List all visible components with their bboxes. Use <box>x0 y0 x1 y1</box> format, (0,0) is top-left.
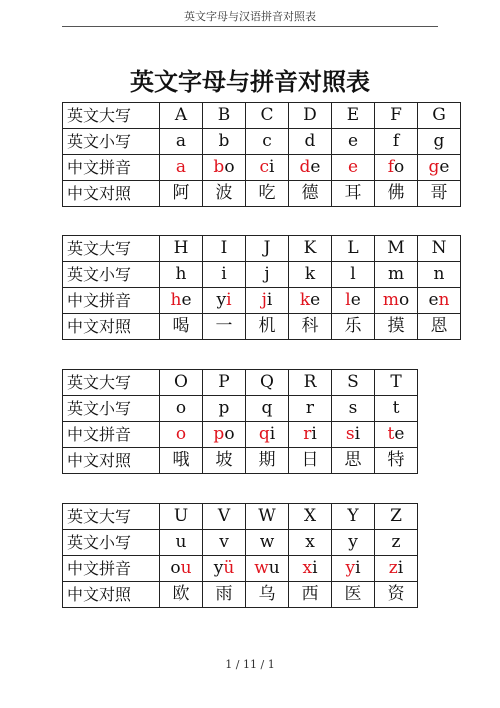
page-header: 英文字母与汉语拼音对照表 <box>184 10 316 23</box>
pinyin-highlight: e <box>347 157 359 177</box>
pinyin-highlight: t <box>387 424 395 444</box>
row-label: 中文对照 <box>63 181 160 207</box>
pinyin-cell <box>289 556 332 582</box>
uppercase-letter: Z <box>375 504 418 530</box>
uppercase-row <box>63 504 418 530</box>
chinese-character: 日 <box>289 448 332 474</box>
lowercase-letter: n <box>418 262 461 288</box>
row-label: 英文大写 <box>63 236 160 262</box>
pinyin-text: i <box>355 558 361 578</box>
uppercase-letter: B <box>203 103 246 129</box>
pinyin-highlight: c <box>259 157 270 177</box>
lowercase-letter: o <box>160 396 203 422</box>
pinyin-cell <box>375 288 418 314</box>
pinyin-highlight: o <box>175 424 187 444</box>
lowercase-letter: q <box>246 396 289 422</box>
pinyin-text: o <box>398 290 410 310</box>
row-label: 英文小写 <box>63 396 160 422</box>
row-label: 英文小写 <box>63 262 160 288</box>
pinyin-text: o <box>224 424 235 444</box>
chinese-character: 欧 <box>160 582 203 608</box>
row-label: 中文对照 <box>63 582 160 608</box>
uppercase-letter: Y <box>332 504 375 530</box>
row-label: 中文拼音 <box>63 422 160 448</box>
uppercase-letter: A <box>160 103 203 129</box>
uppercase-letter: N <box>418 236 461 262</box>
uppercase-letter: F <box>375 103 418 129</box>
pinyin-cell <box>246 288 289 314</box>
pinyin-highlight: g <box>428 157 440 177</box>
chinese-row <box>63 181 461 207</box>
lowercase-letter: u <box>160 530 203 556</box>
pinyin-text: o <box>394 157 405 177</box>
lowercase-letter: z <box>375 530 418 556</box>
row-label: 中文对照 <box>63 448 160 474</box>
header-divider <box>62 26 438 27</box>
uppercase-letter: V <box>203 504 246 530</box>
row-label: 英文大写 <box>63 103 160 129</box>
pinyin-text: e <box>310 157 321 177</box>
pinyin-cell <box>289 288 332 314</box>
pinyin-cell <box>332 422 375 448</box>
uppercase-letter: R <box>289 370 332 396</box>
lowercase-letter: m <box>375 262 418 288</box>
uppercase-letter: C <box>246 103 289 129</box>
pinyin-text: y <box>213 558 224 578</box>
uppercase-row <box>63 103 461 129</box>
chinese-character: 科 <box>289 314 332 340</box>
pinyin-highlight: w <box>254 558 269 578</box>
pinyin-text: i <box>311 424 317 444</box>
pinyin-highlight: a <box>175 157 187 177</box>
pinyin-cell <box>160 288 203 314</box>
pinyin-highlight: x <box>302 558 313 578</box>
pinyin-highlight: l <box>345 290 351 310</box>
pinyin-text: y <box>216 290 227 310</box>
uppercase-letter: U <box>160 504 203 530</box>
pinyin-text: e <box>394 424 405 444</box>
chinese-character: 摸 <box>375 314 418 340</box>
pinyin-text: i <box>269 424 276 444</box>
pinyin-cell <box>332 288 375 314</box>
alphabet-table-h-n <box>62 235 461 340</box>
chinese-character: 波 <box>203 181 246 207</box>
alphabet-table-o-t <box>62 369 418 474</box>
uppercase-letter: M <box>375 236 418 262</box>
lowercase-letter: y <box>332 530 375 556</box>
lowercase-letter: w <box>246 530 289 556</box>
uppercase-letter: H <box>160 236 203 262</box>
row-label: 英文大写 <box>63 370 160 396</box>
chinese-row <box>63 314 461 340</box>
chinese-character: 一 <box>203 314 246 340</box>
lowercase-row <box>63 129 461 155</box>
pinyin-cell <box>418 155 461 181</box>
uppercase-letter: E <box>332 103 375 129</box>
pinyin-highlight: b <box>213 157 225 177</box>
chinese-character: 吃 <box>246 181 289 207</box>
lowercase-letter: h <box>160 262 203 288</box>
chinese-character: 佛 <box>375 181 418 207</box>
chinese-character: 特 <box>375 448 418 474</box>
lowercase-letter: k <box>289 262 332 288</box>
pinyin-highlight: y <box>345 558 356 578</box>
pinyin-highlight: j <box>261 290 267 310</box>
lowercase-letter: d <box>289 129 332 155</box>
pinyin-cell <box>375 556 418 582</box>
lowercase-letter: e <box>332 129 375 155</box>
chinese-character: 喝 <box>160 314 203 340</box>
lowercase-letter: p <box>203 396 246 422</box>
pinyin-highlight: p <box>213 424 225 444</box>
chinese-character: 思 <box>332 448 375 474</box>
uppercase-row <box>63 236 461 262</box>
pinyin-text: i <box>354 424 361 444</box>
pinyin-text: e <box>350 290 361 310</box>
pinyin-text: i <box>397 558 404 578</box>
uppercase-letter: O <box>160 370 203 396</box>
pinyin-cell <box>418 288 461 314</box>
uppercase-letter: P <box>203 370 246 396</box>
row-label: 英文小写 <box>63 530 160 556</box>
pinyin-text: o <box>224 157 235 177</box>
row-label: 中文拼音 <box>63 288 160 314</box>
chinese-character: 恩 <box>418 314 461 340</box>
chinese-character: 西 <box>289 582 332 608</box>
pinyin-highlight: i <box>226 290 232 310</box>
chinese-character: 哦 <box>160 448 203 474</box>
chinese-character: 耳 <box>332 181 375 207</box>
lowercase-letter: a <box>160 129 203 155</box>
chinese-character: 机 <box>246 314 289 340</box>
chinese-character: 阿 <box>160 181 203 207</box>
uppercase-letter: X <box>289 504 332 530</box>
lowercase-letter: v <box>203 530 246 556</box>
uppercase-letter: W <box>246 504 289 530</box>
chinese-character: 乌 <box>246 582 289 608</box>
pinyin-cell <box>160 422 203 448</box>
pinyin-text: e <box>439 157 450 177</box>
lowercase-letter: l <box>332 262 375 288</box>
pinyin-highlight: r <box>303 424 312 444</box>
pinyin-highlight: s <box>345 424 355 444</box>
uppercase-letter: Q <box>246 370 289 396</box>
chinese-character: 德 <box>289 181 332 207</box>
pinyin-cell <box>289 422 332 448</box>
pinyin-text: e <box>181 290 192 310</box>
uppercase-letter: J <box>246 236 289 262</box>
pinyin-cell <box>160 155 203 181</box>
pinyin-row <box>63 422 418 448</box>
uppercase-letter: L <box>332 236 375 262</box>
page-title: 英文字母与拼音对照表 <box>130 68 370 96</box>
lowercase-letter: s <box>332 396 375 422</box>
pinyin-text: e <box>428 290 439 310</box>
lowercase-row <box>63 530 418 556</box>
pinyin-row <box>63 288 461 314</box>
pinyin-text: o <box>170 558 181 578</box>
pinyin-cell <box>160 556 203 582</box>
chinese-character: 期 <box>246 448 289 474</box>
row-label: 中文拼音 <box>63 155 160 181</box>
chinese-character: 医 <box>332 582 375 608</box>
pinyin-highlight: q <box>258 424 270 444</box>
lowercase-letter: i <box>203 262 246 288</box>
pinyin-highlight: k <box>299 290 311 310</box>
lowercase-row <box>63 262 461 288</box>
lowercase-letter: c <box>246 129 289 155</box>
pinyin-highlight: n <box>438 290 450 310</box>
pinyin-cell <box>289 155 332 181</box>
row-label: 英文小写 <box>63 129 160 155</box>
lowercase-letter: f <box>375 129 418 155</box>
chinese-character: 雨 <box>203 582 246 608</box>
row-label: 英文大写 <box>63 504 160 530</box>
lowercase-row <box>63 396 418 422</box>
pinyin-cell <box>332 556 375 582</box>
pinyin-cell <box>246 422 289 448</box>
chinese-character: 坡 <box>203 448 246 474</box>
pinyin-cell <box>246 556 289 582</box>
pinyin-highlight: m <box>382 290 399 310</box>
alphabet-table-u-z <box>62 503 418 608</box>
lowercase-letter: j <box>246 262 289 288</box>
pinyin-cell <box>203 288 246 314</box>
pinyin-row <box>63 556 418 582</box>
uppercase-letter: K <box>289 236 332 262</box>
pinyin-highlight: z <box>388 558 398 578</box>
lowercase-letter: r <box>289 396 332 422</box>
pinyin-cell <box>332 155 375 181</box>
pinyin-cell <box>246 155 289 181</box>
chinese-row <box>63 582 418 608</box>
chinese-character: 乐 <box>332 314 375 340</box>
alphabet-table-a-g <box>62 102 461 207</box>
pinyin-text: e <box>310 290 321 310</box>
uppercase-letter: S <box>332 370 375 396</box>
uppercase-letter: D <box>289 103 332 129</box>
pinyin-cell <box>203 556 246 582</box>
pinyin-highlight: ü <box>223 558 235 578</box>
row-label: 中文拼音 <box>63 556 160 582</box>
pinyin-text: i <box>266 290 273 310</box>
uppercase-letter: G <box>418 103 461 129</box>
pinyin-row <box>63 155 461 181</box>
lowercase-letter: t <box>375 396 418 422</box>
chinese-character: 资 <box>375 582 418 608</box>
pinyin-highlight: f <box>387 157 395 177</box>
pinyin-highlight: h <box>170 290 182 310</box>
pinyin-cell <box>375 422 418 448</box>
row-label: 中文对照 <box>63 314 160 340</box>
pinyin-cell <box>203 155 246 181</box>
pinyin-highlight: u <box>180 558 192 578</box>
pinyin-cell <box>203 422 246 448</box>
pinyin-cell <box>375 155 418 181</box>
pinyin-text: i <box>312 558 318 578</box>
pinyin-highlight: d <box>299 157 311 177</box>
lowercase-letter: b <box>203 129 246 155</box>
uppercase-letter: I <box>203 236 246 262</box>
page-number: 1 / 11 / 1 <box>225 658 275 671</box>
lowercase-letter: x <box>289 530 332 556</box>
lowercase-letter: g <box>418 129 461 155</box>
uppercase-row <box>63 370 418 396</box>
chinese-character: 哥 <box>418 181 461 207</box>
pinyin-text: i <box>269 157 275 177</box>
uppercase-letter: T <box>375 370 418 396</box>
chinese-row <box>63 448 418 474</box>
pinyin-text: u <box>268 558 280 578</box>
